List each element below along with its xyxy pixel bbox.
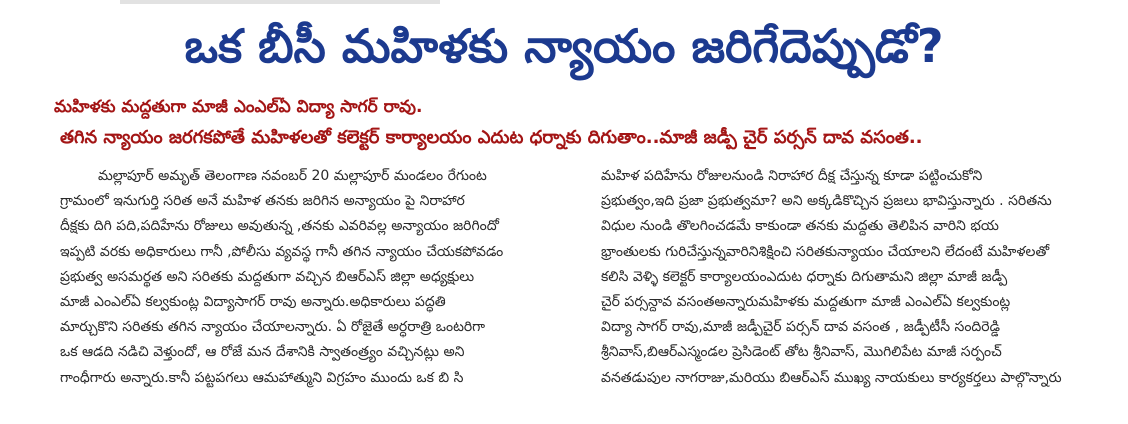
article-line: విధుల నుండి తొలగించడమే కాకుండా తనకు మద్దతు తెలిపిన వారిని భయ <box>601 218 999 235</box>
article-column-left <box>60 164 573 419</box>
article-line: వనతడుపుల నాగరాజు,మరియు బిఆర్ఎస్ ముఖ్య నాయకులు కార్యకర్తలు పాల్గొన్నారు <box>601 369 1062 386</box>
article-column-right <box>601 164 1114 419</box>
article-line: మహిళ పదిహేను రోజులనుండి నిరాహార దీక్ష చేస్తున్న కూడా పట్టించుకోని <box>601 168 983 184</box>
article-line: మార్చుకొని సరితకు తగిన న్యాయం చేయాలన్నారు. ఏ రోజైతే అర్ధరాత్రి ఒంటరిగా <box>60 319 486 336</box>
article-line: మాజీ ఎంఎల్ఏ కల్వకుంట్ల విద్యాసాగర్ రావు అన్నారు.అధికారులు పద్ధతి <box>60 293 446 310</box>
article-line: గ్రామంలో ఇనుగుర్తి సరిత అనే మహిళ తనకు జరిగిన అన్యాయం పై నిరాహార <box>60 193 465 210</box>
subheading-2: తగిన న్యాయం జరగకపోతే మహిళలతో కలెక్టర్ కార్యాలయం ఎదుట ధర్నాకు దిగుతాం..మాజీ జడ్పీ చైర్ పర్సన్ దావ వసంత.. <box>60 127 923 148</box>
article-line: ఒక ఆడది నడిచి వెళ్తుందో, ఆ రోజే మన దేశానికి స్వాతంత్ర్యం వచ్చినట్లు అని <box>60 344 465 361</box>
subheading-1: మహిళకు మద్దతుగా మాజీ ఎంఎల్ఏ విద్యా సాగర్ రావు. <box>54 97 423 117</box>
article-line: దీక్షకు దిగి పది,పదిహేను రోజులు అవుతున్న ,తనకు ఎవరివల్ల అన్యాయం జరిగిందో <box>60 218 499 235</box>
article-line: భ్రాంతులకు గురిచేస్తున్నవారినిశిక్షించి సరితకున్యాయం చేయాలని లేదంటే మహిళలతో <box>601 243 1050 260</box>
article-line: శ్రీనివాస్,బిఆర్ఎస్మండల ప్రెసిడెంట్ తోట శ్రీనివాస్, మొగిలిపేట మాజీ సర్పంచ్ <box>601 344 1002 361</box>
article-body <box>60 164 1114 419</box>
article-line: ఇప్పటి వరకు అధికారులు గానీ ,పోలీసు వ్యవస్థ గానీ తగిన న్యాయం చేయకపోవడం <box>60 243 504 260</box>
top-cutoff-strip <box>120 0 440 4</box>
article-line: చైర్ పర్సన్దావ వసంతఅన్నారుమహిళకు మద్దతుగా మాజీ ఎంఎల్ఏ కల్వకుంట్ల <box>601 293 1011 310</box>
headline: ఒక బీసీ మహిళకు న్యాయం జరిగేదెప్పుడో? <box>184 19 944 73</box>
article-line: మల్లాపూర్ అమృత్ తెలంగాణ నవంబర్ 20 మల్లాపూర్ మండలం రేగుంట <box>98 168 487 184</box>
article-line: విద్యా సాగర్ రావు,మాజీ జడ్పీచైర్ పర్సన్ దావ వసంత , జడ్పీటీసీ సందిరెడ్డి <box>601 319 1000 336</box>
article-line: గాంధీగారు అన్నారు.కానీ పట్టపగలు ఆమహాత్ముని విగ్రహం ముందు ఒక బి సి <box>60 369 464 386</box>
article-line: ప్రభుత్వ అసమర్థత అని సరితకు మద్దతుగా వచ్చిన బిఆర్ఎస్ జిల్లా అధ్యక్షులు <box>60 268 475 285</box>
article-line: కలిసి వెళ్ళి కలెక్టర్ కార్యాలయంఎదుట ధర్నాకు దిగుతామని జిల్లా మాజీ జడ్పీ <box>601 268 1008 285</box>
article-line: ప్రభుత్వం,ఇది ప్రజా ప్రభుత్వమా? అని అక్కడికొచ్చిన ప్రజలు భావిస్తున్నారు . సరితను <box>601 193 1052 210</box>
